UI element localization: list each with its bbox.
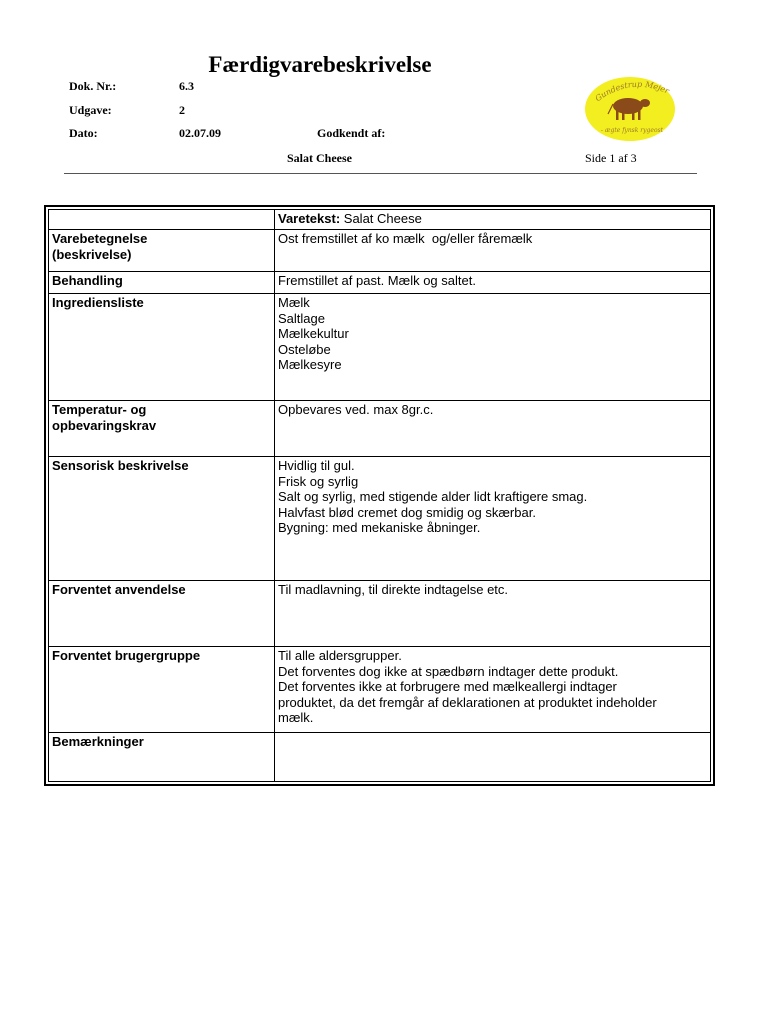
row-value-temperatur: Opbevares ved. max 8gr.c. [275,401,711,457]
row-value-bemaerkninger [275,733,711,782]
varetekst-empty-cell [49,210,275,230]
row-label-varebetegnelse: Varebetegnelse (beskrivelse) [49,230,275,272]
row-label-anvendelse: Forventet anvendelse [49,581,275,647]
row-value-sensorisk: Hvidlig til gul. Frisk og syrlig Salt og syrlig, med stigende alder lidt kraftigere smag. Halvfast blød cremet dog smidig og skærbar. Bygning: med mekaniske åbninger. [275,457,711,581]
udgave-value: 2 [179,103,185,117]
row-value-anvendelse: Til madlavning, til direkte indtagelse etc. [275,581,711,647]
row-label-temperatur: Temperatur- og opbevaringskrav [49,401,275,457]
godkendt-label: Godkendt af: [317,126,386,140]
udgave-label: Udgave: [69,103,112,117]
row-value-behandling: Fremstillet af past. Mælk og saltet. [275,272,711,294]
product-spec-table-frame [44,205,715,786]
varetekst-cell [275,210,711,230]
varetekst-label: Varetekst: [278,211,341,226]
varetekst-value: Salat Cheese [343,211,422,226]
header-divider [64,173,697,174]
row-value-varebetegnelse: Ost fremstillet af ko mælk og/eller fåremælk [275,230,711,272]
row-label-bemaerkninger: Bemærkninger [49,733,275,782]
document-title: Færdigvarebeskrivelse [208,52,432,77]
row-label-brugergruppe: Forventet brugergruppe [49,647,275,733]
row-label-sensorisk: Sensorisk beskrivelse [49,457,275,581]
row-label-ingrediensliste: Ingrediensliste [49,294,275,401]
page-number: Side 1 af 3 [585,151,637,165]
product-name: Salat Cheese [287,151,352,165]
row-value-brugergruppe: Til alle aldersgrupper. Det forventes dog ikke at spædbørn indtager dette produkt. Det forventes ikke at forbrugere med mælkeallergi indtager produktet, da det fremgår af deklarationen at produktet indeholder mælk. [275,647,711,733]
dok-nr-label: Dok. Nr.: [69,79,117,93]
dok-nr-value: 6.3 [179,79,194,93]
logo-text-bottom: - ægte fynsk rygeost [600,127,664,134]
logo-text-top: Gundestrup Mejer [593,79,671,104]
row-value-ingrediensliste: Mælk Saltlage Mælkekultur Osteløbe Mælkesyre [275,294,711,401]
dato-label: Dato: [69,126,98,140]
product-spec-table [48,209,711,782]
dato-value: 02.07.09 [179,126,221,140]
company-logo [584,76,676,142]
row-label-behandling: Behandling [49,272,275,294]
